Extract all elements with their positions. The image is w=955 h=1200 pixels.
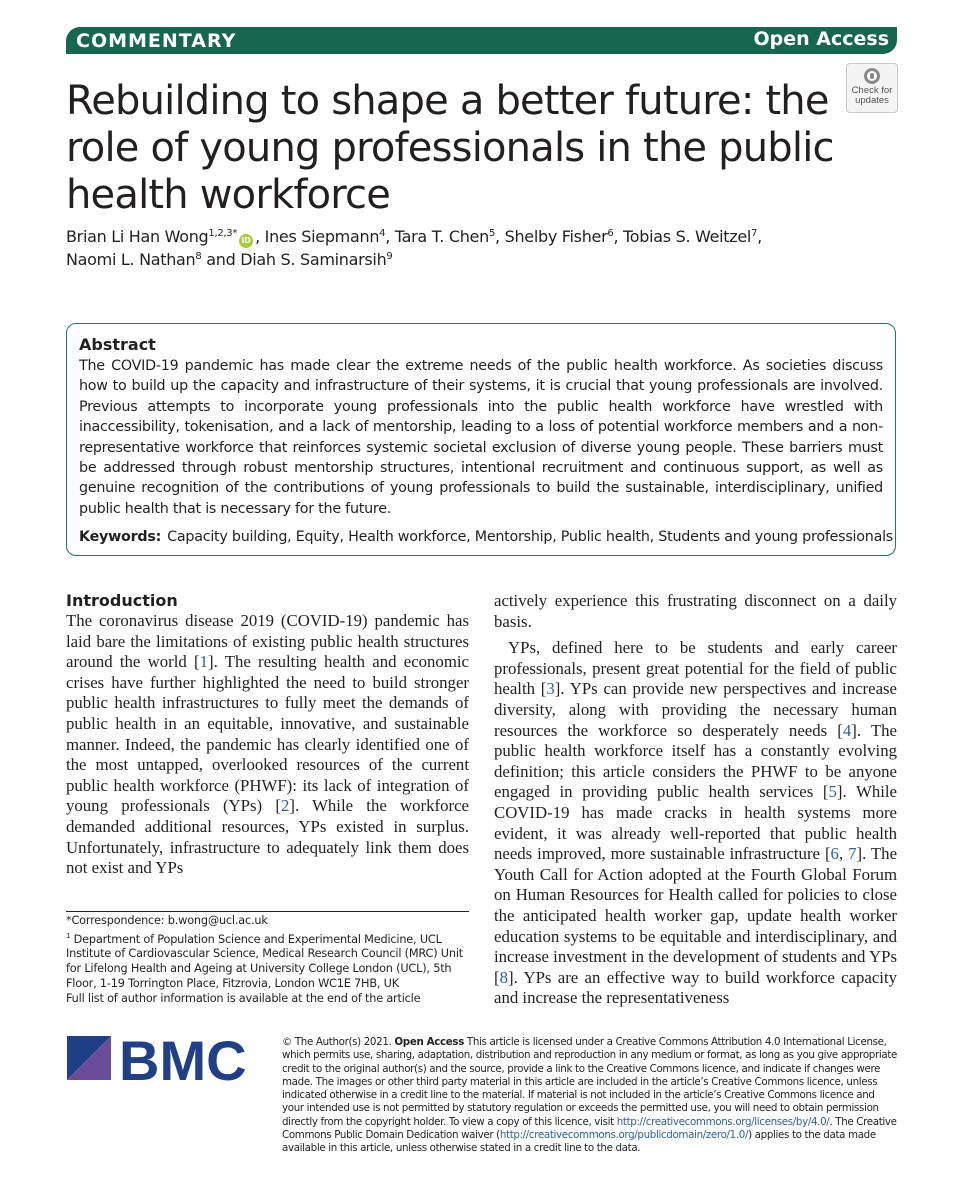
affiliation-note xyxy=(66,929,469,992)
citation-link[interactable]: 3 xyxy=(546,679,555,699)
article-title: Rebuilding to shape a better future: the role of young professionals in the public health workforce xyxy=(66,78,834,218)
paragraph-1-continued: actively experience this frustrating disconnect on a daily basis. xyxy=(494,591,897,631)
bmc-logo-text: BMC xyxy=(119,1036,247,1086)
author-name: Diah S. Saminarsih xyxy=(240,250,387,269)
author-affiliation: 1,2,3* xyxy=(208,228,238,239)
author-list: Brian Li Han Wong$^{1,2,3*}$iD , Ines Siepmann$^4$, Tara T. Chen$^5$, Shelby Fisher$^6$, Tobias S. Weitzel$^7$, Naomi L. Nathan$^8$ and Diah S. Saminarsih$^9$ xyxy=(66,227,762,269)
license-end: ) applies to the data made available in this article, unless otherwise stated in a credit line to the data. xyxy=(282,1129,876,1155)
body-column-right xyxy=(494,591,897,1009)
license-copyright: © The Author(s) 2021. xyxy=(282,1036,395,1048)
article-type-label: COMMENTARY xyxy=(76,30,237,52)
orcid-icon[interactable]: iD xyxy=(239,234,253,248)
article-type-bar xyxy=(66,27,897,54)
footnotes xyxy=(66,914,469,1007)
keywords xyxy=(79,527,894,547)
check-updates-label: Check for updates xyxy=(851,85,893,106)
bmc-logo xyxy=(67,1036,255,1086)
citation-link[interactable]: 6 xyxy=(830,844,839,864)
author-affiliation: 5 xyxy=(488,228,496,239)
license-statement xyxy=(282,1036,897,1156)
citation-link[interactable]: 5 xyxy=(828,782,837,802)
author-name: Shelby Fisher xyxy=(504,227,608,246)
license-open-access: Open Access xyxy=(394,1036,464,1048)
check-for-updates-badge[interactable] xyxy=(846,63,898,113)
affiliation-number: 1 xyxy=(66,931,71,940)
author-name: Brian Li Han Wong xyxy=(66,227,209,246)
author-affiliation: 4 xyxy=(379,228,386,239)
correspondence-note: *Correspondence: b.wong@ucl.ac.uk xyxy=(66,914,268,927)
author-name: Ines Siepmann xyxy=(264,227,380,246)
author-name: Tobias S. Weitzel xyxy=(623,227,752,246)
section-heading-introduction: Introduction xyxy=(66,591,178,610)
author-info-note: Full list of author information is available at the end of the article xyxy=(66,991,421,1005)
author-affiliation: 9 xyxy=(386,251,393,262)
author-name: Naomi L. Nathan xyxy=(66,250,196,269)
keywords-label: Keywords: xyxy=(79,529,162,546)
author-name: Tara T. Chen xyxy=(394,227,489,246)
author-affiliation: 8 xyxy=(195,251,202,262)
citation-link[interactable]: 1 xyxy=(199,652,208,672)
license-link-cc-by[interactable]: http://creativecommons.org/licenses/by/4.0/ xyxy=(616,1115,830,1128)
abstract-box xyxy=(66,323,896,556)
abstract-text: The COVID-19 pandemic has made clear the extreme needs of the public health workforce. As societies discuss how to build up the capacity and infrastructure of their systems, it is crucial that young professionals are involved. Previous attempts to incorporate young professionals into the public health workforce have wrestled with inaccessibility, tokenisation, and a lack of mentorship, leading to a loss of potential workforce members and a non-representative workforce that reinforces systemic societal exclusion of diverse young people. These barriers must be addressed through robust mentorship structures, intentional recruitment and continuous support, as well as genuine recognition of the contributions of young professionals to build the sustainable, interdisciplinary, unified public health that is necessary for the future. xyxy=(79,358,883,517)
abstract-heading: Abstract xyxy=(79,335,156,354)
license-link-cc0[interactable]: http://creativecommons.org/publicdomain/zero/1.0/ xyxy=(499,1129,749,1142)
license-body: This article is licensed under a Creative Commons Attribution 4.0 International License, which permits use, sharing, adaptation, distribution and reproduction in any medium or format, as long as you give appropriate credit to the original author(s) and the source, provide a link to the Creative Commons licence, and indicate if changes were made. The images or other third party material in this article are included in the article’s Creative Commons licence, unless indicated otherwise in a credit line to the material. If material is not included in the article’s Creative Commons licence and your intended use is not permitted by statutory regulation or exceeds the permitted use, you will need to obtain permission directly from the copyright holder. To view a copy of this licence, visit xyxy=(282,1036,897,1128)
citation-link[interactable]: 2 xyxy=(280,796,290,816)
citation-link[interactable]: 4 xyxy=(842,720,852,740)
citation-link[interactable]: 7 xyxy=(848,844,857,864)
body-column-left xyxy=(66,591,469,879)
check-updates-icon xyxy=(864,68,880,84)
paragraph-2: YPs, defined here to be students and early career professionals, present great potential for the field of public health [3]. YPs can provide new perspectives and increase diversity, along with providing the necessary human resources the workforce so desperately needs [4]. The public health workforce itself has a constantly evolving definition; this article considers the PHWF to be anyone engaged in providing public health services [5]. While COVID-19 has made cracks in health systems more evident, it was already well-reported that public health needs improved, more sustainable infrastructure [6, 7]. The Youth Call for Action adopted at the Fourth Global Forum on Human Resources for Health called for policies to close the anticipated health worker gap, update health worker education systems to be equitable and interdisciplinary, and increase investment in the development of students and YPs [8]. YPs are an effective way to build workforce capacity and increase the representativeness xyxy=(494,638,898,1008)
citation-link[interactable]: 8 xyxy=(499,967,508,987)
author-affiliation: 6 xyxy=(607,228,614,239)
paragraph-1: The coronavirus disease 2019 (COVID-19) pandemic has laid bare the limitations of existing public health structures around the world [1]. The resulting health and economic crises have further highlighted the need to build stronger public health infrastructures to fully meet the demands of public health in an equitable, innovative, and sustainable manner. Indeed, the pandemic has clearly identified one of the most untapped, overlooked resources of the current public health workforce (PHWF): its lack of integration of young professionals (YPs) [2]. While the workforce demanded additional resources, YPs existed in surplus. Unfortunately, infrastructure to adequately link them does not exist and YPs xyxy=(66,611,469,878)
keywords-list: Capacity building, Equity, Health workforce, Mentorship, Public health, Students and young professionals xyxy=(167,529,894,546)
open-access-label: Open Access xyxy=(753,28,889,50)
license-waiver-text: . The Creative Commons Public Domain Dedication waiver ( xyxy=(282,1115,897,1142)
author-affiliation: 7 xyxy=(751,228,758,239)
footnote-divider xyxy=(66,911,469,912)
affiliation-text: Department of Population Science and Experimental Medicine, UCL Institute of Cardiovascular Science, Medical Research Council (MRC) Unit for Lifelong Health and Ageing at University College London (UCL), 5th Floor, 1-19 Torrington Place, Fitzrovia, London WC1E 7HB, UK xyxy=(66,932,463,990)
